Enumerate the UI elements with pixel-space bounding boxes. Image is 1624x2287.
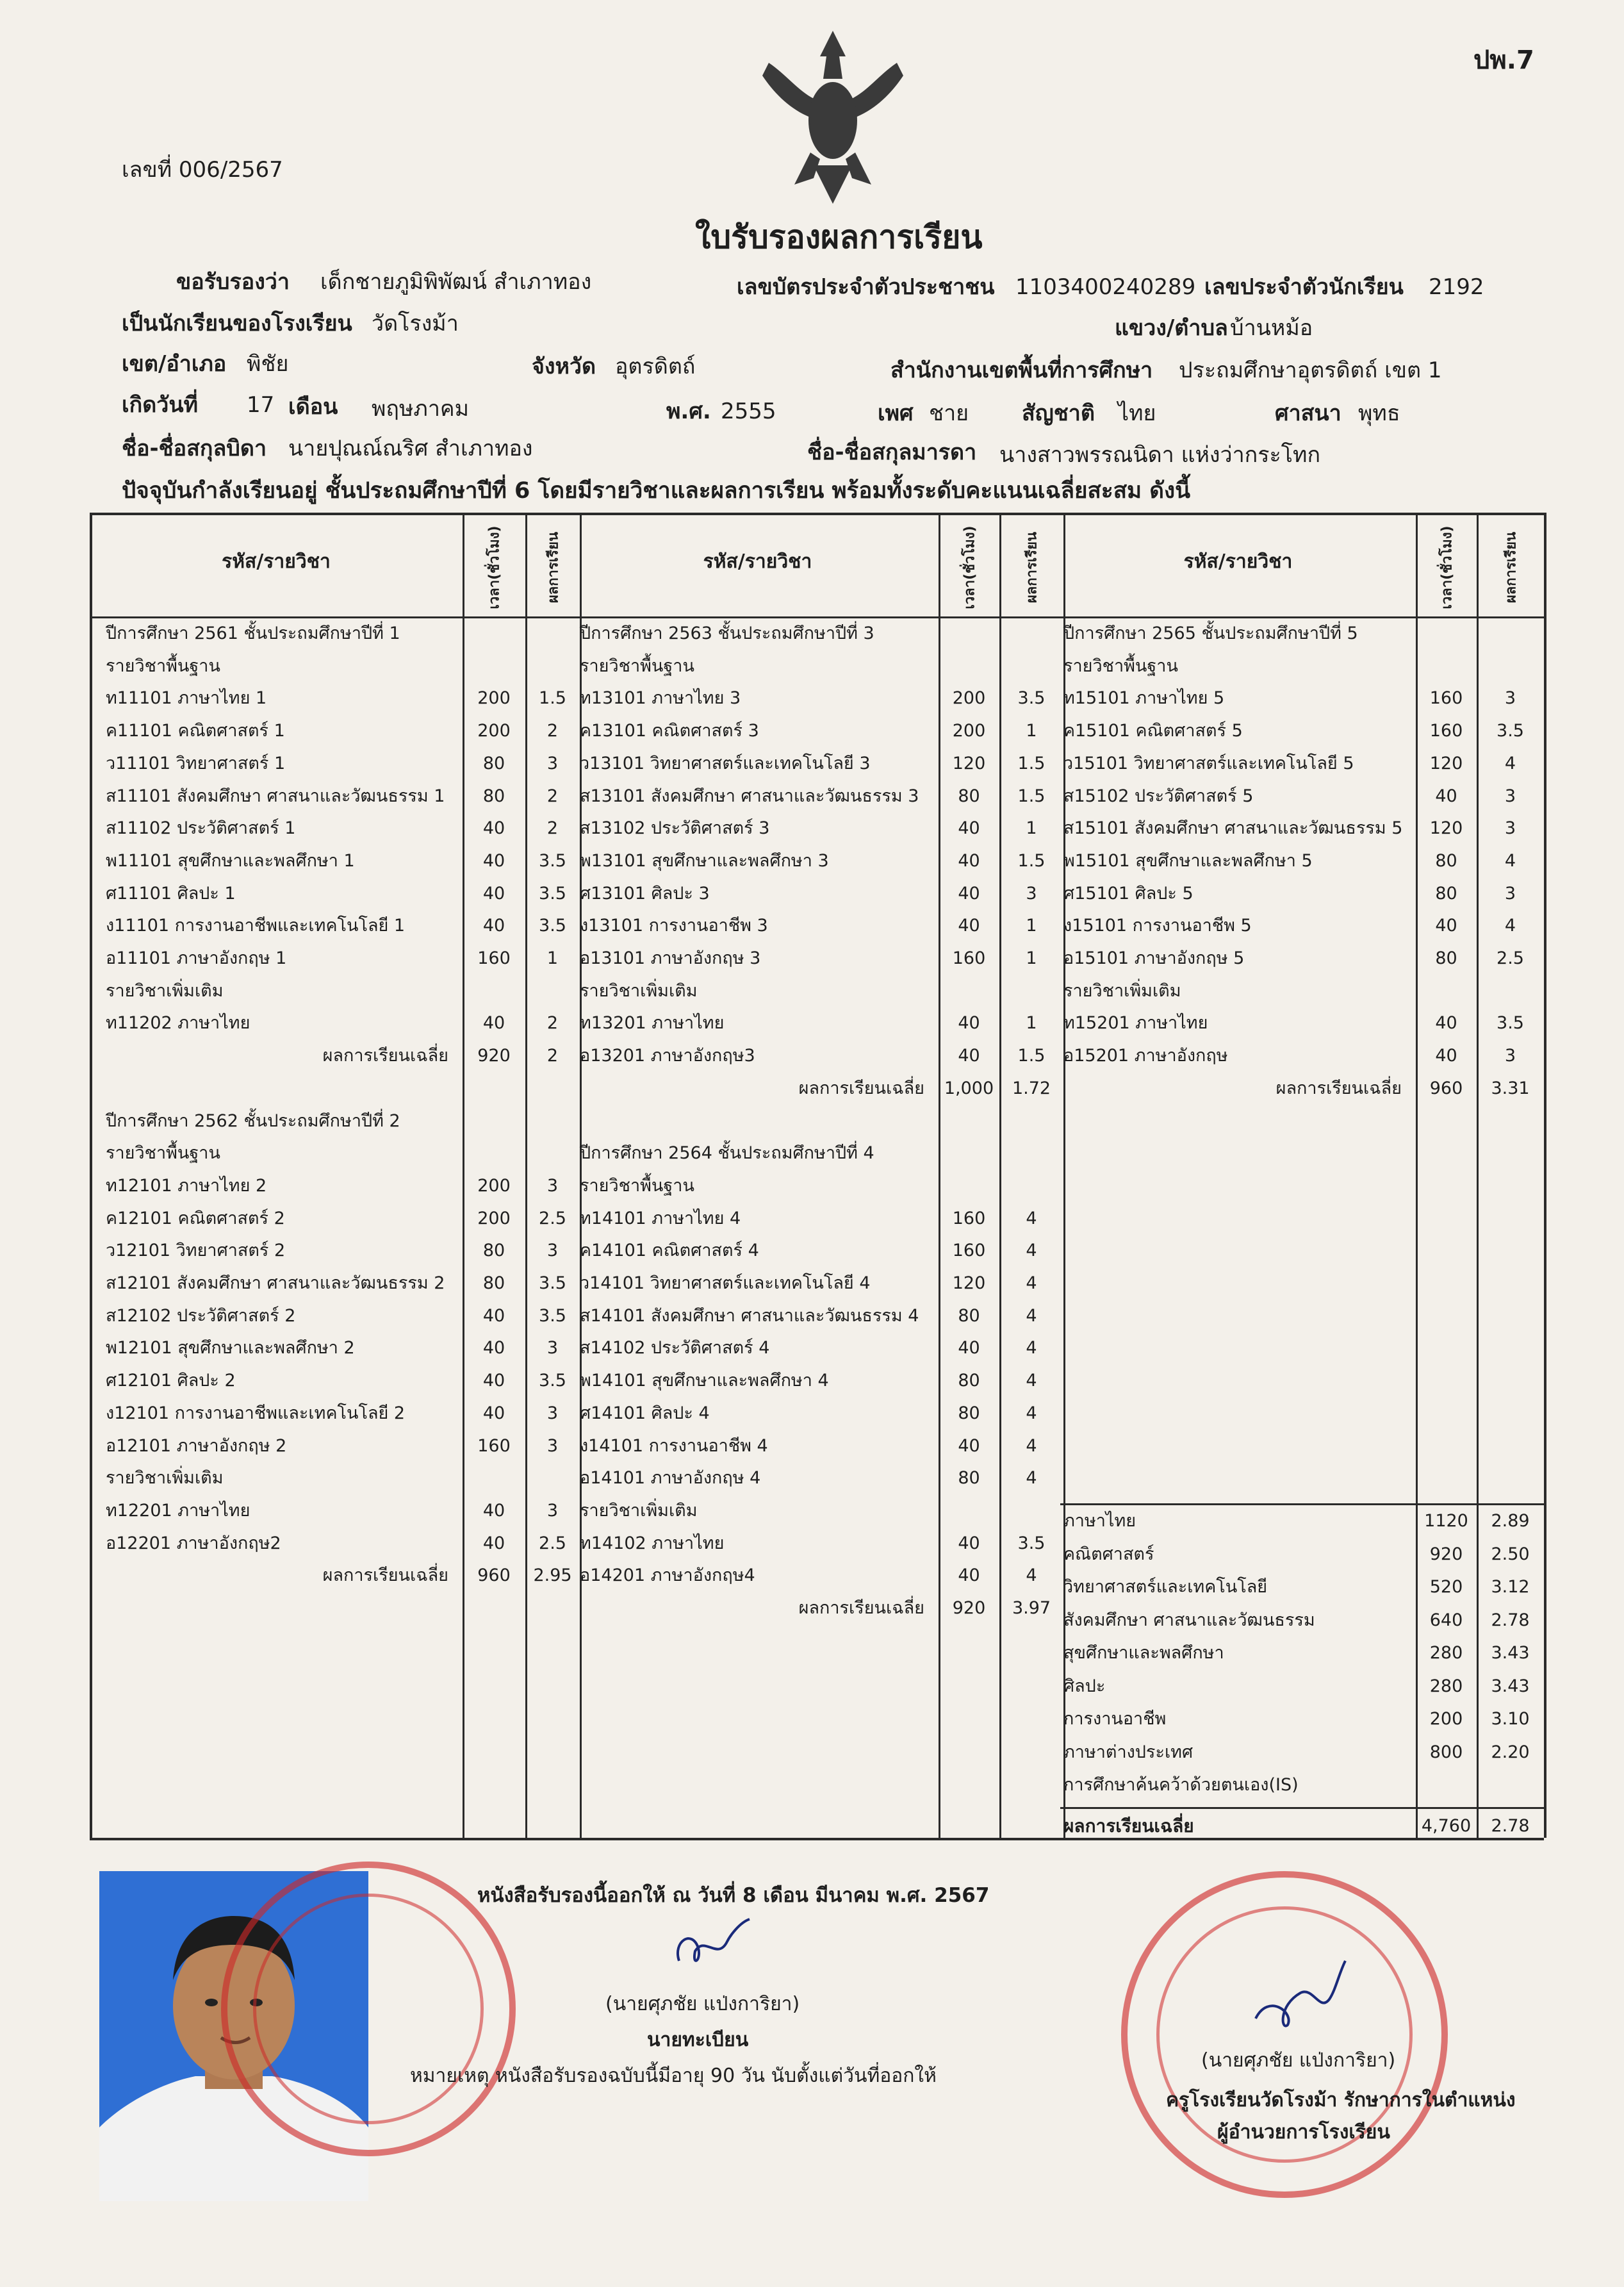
col-header-subject: รหัส/รายวิชา (1183, 550, 1293, 573)
grade-value: 3 (546, 753, 559, 773)
subject-name: ค14101 คณิตศาสตร์ 4 (580, 1241, 759, 1261)
sex: ชาย (929, 400, 969, 426)
summary-hours: 280 (1429, 1676, 1463, 1696)
education-office: ประถมศึกษาอุตรดิตถ์ เขต 1 (1179, 358, 1442, 383)
hours-value: 160 (477, 948, 511, 968)
grade-value: 1.5 (539, 688, 566, 709)
subject-name: ส15101 สังคมศึกษา ศาสนาและวัฒนธรรม 5 (1063, 818, 1403, 839)
section-heading: รายวิชาเพิ่มเติม (580, 980, 698, 1001)
grade-value: 2 (546, 721, 559, 741)
col-header-grade: ผลการเรียน (1503, 531, 1519, 604)
summary-hours: 200 (1429, 1709, 1463, 1729)
grade-value: 3.97 (1012, 1598, 1051, 1618)
born-year: 2555 (721, 399, 776, 424)
grade-value: 3 (546, 1175, 559, 1196)
subject-name: ท11101 ภาษาไทย 1 (106, 688, 267, 709)
id-label: เลขบัตรประจำตัวประชาชน (737, 274, 995, 300)
office-label: สำนักงานเขตพื้นที่การศึกษา (890, 358, 1153, 383)
subject-name: อ15201 ภาษาอังกฤษ (1063, 1046, 1228, 1066)
subject-name: ศ15101 ศิลปะ 5 (1063, 883, 1193, 904)
hours-value: 200 (477, 1208, 511, 1228)
subject-name: ศ11101 ศิลปะ 1 (106, 883, 236, 904)
average-label: ผลการเรียนเฉลี่ย (1275, 1078, 1402, 1098)
hours-value: 40 (958, 850, 980, 871)
hours-value: 40 (482, 1533, 505, 1553)
summary-subject: การศึกษาค้นคว้าด้วยตนเอง(IS) (1063, 1775, 1299, 1795)
section-heading: รายวิชาเพิ่มเติม (106, 1468, 224, 1489)
subject-name: ว13101 วิทยาศาสตร์และเทคโนโลยี 3 (580, 753, 871, 773)
hours-value: 40 (482, 1371, 505, 1391)
grade-value: 3 (546, 1435, 559, 1456)
section-heading: รายวิชาพื้นฐาน (106, 1143, 220, 1164)
total-hours: 4,760 (1421, 1815, 1472, 1836)
hours-value: 200 (952, 721, 986, 741)
hours-value: 160 (477, 1435, 511, 1456)
grade-value: 2.5 (1497, 948, 1524, 968)
student-id: 2192 (1429, 274, 1484, 300)
grade-value: 3 (546, 1403, 559, 1423)
hours-value: 1,000 (944, 1078, 994, 1098)
year-label: พ.ศ. (666, 399, 711, 424)
table-rule (1060, 1838, 1544, 1840)
grade-value: 3.5 (539, 1273, 566, 1293)
grade-value: 4 (1026, 1273, 1037, 1293)
grade-value: 3.5 (1497, 1013, 1524, 1034)
col-header-grade: ผลการเรียน (545, 531, 561, 604)
hours-value: 40 (1435, 1013, 1457, 1034)
summary-grade: 2.50 (1491, 1544, 1530, 1564)
mother-name: นางสาวพรรณนิดา แห่งว่ากระโทก (999, 442, 1321, 468)
subdistrict: บ้านหม้อ (1230, 315, 1313, 341)
summary-hours: 1120 (1424, 1511, 1468, 1531)
religion: พุทธ (1358, 400, 1400, 426)
table-rule (999, 513, 1001, 1838)
grade-value: 1 (1026, 916, 1037, 936)
subject-name: ท15201 ภาษาไทย (1063, 1013, 1208, 1034)
grade-value: 4 (1026, 1338, 1037, 1358)
hours-value: 40 (482, 818, 505, 839)
summary-subject: ศิลปะ (1063, 1676, 1106, 1696)
grade-value: 1.5 (1017, 786, 1046, 806)
subject-name: ว11101 วิทยาศาสตร์ 1 (106, 753, 286, 773)
subject-name: ส14102 ประวัติศาสตร์ 4 (580, 1338, 770, 1358)
subject-name: ท12201 ภาษาไทย (106, 1500, 250, 1521)
hours-value: 40 (482, 1013, 505, 1034)
hours-value: 160 (952, 1208, 986, 1228)
hours-value: 80 (1435, 883, 1457, 904)
grade-value: 4 (1026, 1305, 1037, 1326)
subject-name: ท11202 ภาษาไทย (106, 1013, 250, 1034)
grade-value: 4 (1026, 1371, 1037, 1391)
hours-value: 40 (1435, 916, 1457, 936)
hours-value: 80 (958, 1371, 980, 1391)
subject-name: ง14101 การงานอาชีพ 4 (580, 1435, 768, 1456)
average-label: ผลการเรียนเฉลี่ย (798, 1598, 924, 1618)
summary-grade: 2.78 (1491, 1610, 1530, 1630)
subject-name: ส12101 สังคมศึกษา ศาสนาและวัฒนธรรม 2 (106, 1273, 445, 1293)
section-heading: ปีการศึกษา 2564 ชั้นประถมศึกษาปีที่ 4 (580, 1143, 874, 1164)
section-heading: ปีการศึกษา 2565 ชั้นประถมศึกษาปีที่ 5 (1063, 623, 1358, 643)
hours-value: 40 (958, 818, 980, 839)
average-label: ผลการเรียนเฉลี่ย (322, 1046, 448, 1066)
hours-value: 80 (482, 1273, 505, 1293)
hours-value: 120 (1429, 818, 1463, 839)
grade-value: 3.5 (539, 916, 566, 936)
subject-name: ส14101 สังคมศึกษา ศาสนาและวัฒนธรรม 4 (580, 1305, 919, 1326)
grade-value: 3 (1026, 883, 1037, 904)
col-header-hours: เวลา(ชั่วโมง) (486, 525, 503, 609)
subject-name: ส13101 สังคมศึกษา ศาสนาและวัฒนธรรม 3 (580, 786, 919, 806)
summary-grade: 2.20 (1491, 1742, 1530, 1762)
subject-name: ส12102 ประวัติศาสตร์ 2 (106, 1305, 296, 1326)
hours-value: 40 (482, 850, 505, 871)
grade-value: 2 (546, 786, 559, 806)
hours-value: 160 (952, 1241, 986, 1261)
garuda-emblem-icon (750, 18, 916, 210)
summary-subject: วิทยาศาสตร์และเทคโนโลยี (1063, 1577, 1268, 1597)
subject-name: ง12101 การงานอาชีพและเทคโนโลยี 2 (106, 1403, 406, 1423)
school-name: วัดโรงม้า (372, 311, 459, 336)
subject-name: ศ14101 ศิลปะ 4 (580, 1403, 710, 1423)
hours-value: 120 (1429, 753, 1463, 773)
subject-name: อ13201 ภาษาอังกฤษ3 (580, 1046, 755, 1066)
table-rule (90, 513, 1544, 515)
summary-hours: 640 (1429, 1610, 1463, 1630)
subject-name: พ13101 สุขศึกษาและพลศึกษา 3 (580, 850, 829, 871)
hours-value: 960 (1429, 1078, 1463, 1098)
grade-value: 1.5 (1017, 850, 1046, 871)
section-heading: รายวิชาพื้นฐาน (580, 1175, 694, 1196)
average-label: ผลการเรียนเฉลี่ย (798, 1078, 924, 1098)
hours-value: 40 (958, 916, 980, 936)
grade-value: 4 (1026, 1403, 1037, 1423)
table-rule (1060, 1503, 1544, 1505)
table-rule (1477, 513, 1479, 1838)
hours-value: 40 (958, 1533, 980, 1553)
grade-value: 2 (546, 1013, 559, 1034)
page-title: ใบรับรองผลการเรียน (695, 219, 983, 256)
table-rule (463, 513, 464, 1838)
subject-name: ค15101 คณิตศาสตร์ 5 (1063, 721, 1243, 741)
col-header-hours: เวลา(ชั่วโมง) (962, 525, 978, 609)
table-rule (525, 513, 527, 1838)
col-header-subject: รหัส/รายวิชา (222, 550, 331, 573)
hours-value: 160 (1429, 721, 1463, 741)
province-label: จังหวัด (532, 354, 596, 379)
registrar-signature (666, 1916, 756, 1977)
summary-subject: สังคมศึกษา ศาสนาและวัฒนธรรม (1063, 1610, 1315, 1630)
student-id-label: เลขประจำตัวนักเรียน (1204, 274, 1404, 300)
grade-value: 1.5 (1017, 1046, 1046, 1066)
hours-value: 40 (958, 883, 980, 904)
student-name: เด็กชายภูมิพิพัฒน์ สำเภาทอง (320, 269, 592, 295)
grade-value: 3 (1504, 883, 1516, 904)
subject-name: ส13102 ประวัติศาสตร์ 3 (580, 818, 770, 839)
subject-name: พ14101 สุขศึกษาและพลศึกษา 4 (580, 1371, 829, 1391)
grade-value: 4 (1026, 1208, 1037, 1228)
grade-value: 1 (1026, 721, 1037, 741)
nationality: ไทย (1118, 400, 1156, 426)
subject-name: อ14201 ภาษาอังกฤษ4 (580, 1565, 755, 1586)
grade-value: 3.5 (1017, 688, 1046, 709)
subject-name: ค12101 คณิตศาสตร์ 2 (106, 1208, 285, 1228)
director-role: ผู้อำนวยการโรงเรียน (1217, 2121, 1390, 2143)
director-signature (1249, 1954, 1352, 2038)
issued-line: หนังสือรับรองนี้ออกให้ ณ วันที่ 8 เดือน มีนาคม พ.ศ. 2567 (477, 1884, 990, 1907)
hours-value: 40 (482, 916, 505, 936)
hours-value: 40 (482, 1403, 505, 1423)
summary-subject: ภาษาไทย (1063, 1511, 1136, 1531)
table-rule (90, 513, 92, 1838)
grade-value: 3.5 (1497, 721, 1524, 741)
total-grade: 2.78 (1491, 1815, 1530, 1836)
subject-name: ส15102 ประวัติศาสตร์ 5 (1063, 786, 1254, 806)
hours-value: 80 (1435, 948, 1457, 968)
subject-name: ว12101 วิทยาศาสตร์ 2 (106, 1241, 286, 1261)
summary-grade: 2.89 (1491, 1511, 1530, 1531)
section-heading: รายวิชาเพิ่มเติม (580, 1500, 698, 1521)
subject-name: พ15101 สุขศึกษาและพลศึกษา 5 (1063, 850, 1313, 871)
total-average-label: ผลการเรียนเฉลี่ย (1063, 1815, 1194, 1837)
district: พิชัย (247, 351, 289, 377)
subject-name: ส11102 ประวัติศาสตร์ 1 (106, 818, 296, 839)
subject-name: ค11101 คณิตศาสตร์ 1 (106, 721, 285, 741)
registrar-name: (นายศุภชัย แป่งการิยา) (605, 1993, 800, 2015)
district-label: เขต/อำเภอ (122, 351, 227, 377)
subject-name: ท12101 ภาษาไทย 2 (106, 1175, 267, 1196)
director-name: (นายศุภชัย แป่งการิยา) (1201, 2049, 1396, 2072)
table-rule (1544, 513, 1546, 1838)
nationality-label: สัญชาติ (1022, 400, 1095, 426)
hours-value: 40 (958, 1046, 980, 1066)
subject-name: ท14101 ภาษาไทย 4 (580, 1208, 741, 1228)
col-header-subject: รหัส/รายวิชา (703, 550, 812, 573)
subject-name: ท13101 ภาษาไทย 3 (580, 688, 741, 709)
father-label: ชื่อ-ชื่อสกุลบิดา (122, 436, 267, 461)
summary-subject: ภาษาต่างประเทศ (1063, 1742, 1193, 1762)
hours-value: 80 (958, 1468, 980, 1489)
grade-value: 1 (1026, 948, 1037, 968)
subject-name: ส11101 สังคมศึกษา ศาสนาและวัฒนธรรม 1 (106, 786, 445, 806)
grade-value: 3.5 (539, 850, 566, 871)
grade-value: 2 (546, 1046, 559, 1066)
born-month: พฤษภาคม (372, 396, 470, 422)
subject-name: ท15101 ภาษาไทย 5 (1063, 688, 1225, 709)
table-rule (939, 513, 940, 1838)
grade-value: 4 (1026, 1435, 1037, 1456)
summary-hours: 800 (1429, 1742, 1463, 1762)
subject-name: พ12101 สุขศึกษาและพลศึกษา 2 (106, 1338, 355, 1358)
form-code: ปพ.7 (1473, 45, 1534, 75)
grade-value: 2.95 (533, 1565, 572, 1586)
average-label: ผลการเรียนเฉลี่ย (322, 1565, 448, 1586)
subject-name: อ12201 ภาษาอังกฤษ2 (106, 1533, 281, 1553)
hours-value: 200 (477, 688, 511, 709)
subject-name: อ11101 ภาษาอังกฤษ 1 (106, 948, 287, 968)
grade-value: 1.5 (1017, 753, 1046, 773)
hours-value: 80 (958, 1305, 980, 1326)
hours-value: 40 (482, 883, 505, 904)
grade-value: 3.5 (1017, 1533, 1046, 1553)
table-rule (1416, 513, 1418, 1838)
table-rule (580, 513, 582, 1838)
grade-value: 3.31 (1491, 1078, 1530, 1098)
summary-hours: 520 (1429, 1577, 1463, 1597)
subject-name: ง15101 การงานอาชีพ 5 (1063, 916, 1252, 936)
summary-subject: คณิตศาสตร์ (1063, 1544, 1154, 1564)
hours-value: 40 (958, 1338, 980, 1358)
certify-label: ขอรับรองว่า (176, 269, 290, 295)
table-rule (90, 616, 1544, 618)
section-heading: รายวิชาพื้นฐาน (106, 656, 220, 676)
hours-value: 200 (952, 688, 986, 709)
hours-value: 40 (482, 1338, 505, 1358)
province: อุตรดิตถ์ (615, 354, 696, 379)
subject-name: ท13201 ภาษาไทย (580, 1013, 725, 1034)
mother-label: ชื่อ-ชื่อสกุลมารดา (807, 440, 977, 465)
grade-value: 1 (1026, 1013, 1037, 1034)
grade-value: 2.5 (539, 1533, 566, 1553)
hours-value: 960 (477, 1565, 511, 1586)
summary-hours: 920 (1429, 1544, 1463, 1564)
hours-value: 920 (952, 1598, 986, 1618)
subject-name: ง11101 การงานอาชีพและเทคโนโลยี 1 (106, 916, 406, 936)
religion-label: ศาสนา (1275, 400, 1341, 426)
section-heading: ปีการศึกษา 2561 ชั้นประถมศึกษาปีที่ 1 (106, 623, 400, 643)
grade-value: 4 (1026, 1468, 1037, 1489)
grade-value: 3.5 (539, 1371, 566, 1391)
hours-value: 40 (1435, 786, 1457, 806)
hours-value: 200 (477, 1175, 511, 1196)
table-rule (1060, 1807, 1544, 1809)
grade-value: 3 (546, 1241, 559, 1261)
section-heading: ปีการศึกษา 2562 ชั้นประถมศึกษาปีที่ 2 (106, 1110, 400, 1131)
summary-grade: 3.43 (1491, 1676, 1530, 1696)
hours-value: 80 (958, 1403, 980, 1423)
grade-value: 4 (1504, 850, 1516, 871)
grade-value: 4 (1026, 1565, 1037, 1586)
subject-name: ศ12101 ศิลปะ 2 (106, 1371, 236, 1391)
hours-value: 80 (482, 786, 505, 806)
grade-value: 3 (1504, 786, 1516, 806)
subject-name: อ15101 ภาษาอังกฤษ 5 (1063, 948, 1245, 968)
hours-value: 40 (482, 1500, 505, 1521)
hours-value: 160 (952, 948, 986, 968)
section-heading: รายวิชาพื้นฐาน (1063, 656, 1178, 676)
grade-value: 2 (546, 818, 559, 839)
grade-value: 3 (546, 1338, 559, 1358)
hours-value: 200 (477, 721, 511, 741)
subject-name: อ13101 ภาษาอังกฤษ 3 (580, 948, 761, 968)
grade-value: 3 (1504, 818, 1516, 839)
subject-name: ค13101 คณิตศาสตร์ 3 (580, 721, 759, 741)
section-heading: รายวิชาพื้นฐาน (580, 656, 694, 676)
hours-value: 40 (958, 1435, 980, 1456)
hours-value: 160 (1429, 688, 1463, 709)
grade-value: 3 (546, 1500, 559, 1521)
born-day: 17 (247, 392, 275, 418)
section-heading: รายวิชาเพิ่มเติม (1063, 980, 1181, 1001)
grade-value: 1 (1026, 818, 1037, 839)
director-title: ครูโรงเรียนวัดโรงม้า รักษาการในตำแหน่ง (1166, 2089, 1516, 2111)
subject-name: อ14101 ภาษาอังกฤษ 4 (580, 1468, 761, 1489)
summary-grade: 3.12 (1491, 1577, 1530, 1597)
month-label: เดือน (288, 394, 338, 420)
hours-value: 80 (482, 1241, 505, 1261)
father-name: นายปุณณ์ณริศ สำเภาทอง (288, 436, 533, 461)
hours-value: 40 (958, 1565, 980, 1586)
hours-value: 80 (958, 786, 980, 806)
hours-value: 120 (952, 753, 986, 773)
summary-grade: 3.10 (1491, 1709, 1530, 1729)
col-header-grade: ผลการเรียน (1024, 531, 1040, 604)
born-label: เกิดวันที่ (122, 392, 199, 418)
grade-value: 4 (1504, 753, 1516, 773)
school-label: เป็นนักเรียนของโรงเรียน (122, 311, 352, 336)
summary-hours: 280 (1429, 1643, 1463, 1663)
hours-value: 80 (482, 753, 505, 773)
validity-note: หมายเหตุ หนังสือรับรองฉบับนี้มีอายุ 90 วัน นับตั้งแต่วันที่ออกให้ (410, 2065, 937, 2087)
summary-subject: การงานอาชีพ (1063, 1709, 1167, 1729)
summary-subject: สุขศึกษาและพลศึกษา (1063, 1643, 1224, 1663)
document-number: เลขที่ 006/2567 (122, 157, 283, 183)
id-number: 1103400240289 (1015, 274, 1196, 300)
hours-value: 40 (482, 1305, 505, 1326)
hours-value: 120 (952, 1273, 986, 1293)
grade-value: 3 (1504, 688, 1516, 709)
subject-name: ว14101 วิทยาศาสตร์และเทคโนโลยี 4 (580, 1273, 871, 1293)
section-heading: รายวิชาเพิ่มเติม (106, 980, 224, 1001)
summary-grade: 3.43 (1491, 1643, 1530, 1663)
hours-value: 40 (958, 1013, 980, 1034)
current-status-line: ปัจจุบันกำลังเรียนอยู่ ชั้นประถมศึกษาปีที่ 6 โดยมีรายวิชาและผลการเรียน พร้อมทั้งระดับคะแนนเฉลี่ยสะสม ดังนี้ (122, 478, 1191, 504)
grade-value: 4 (1026, 1241, 1037, 1261)
sex-label: เพศ (878, 400, 914, 426)
grade-value: 1.72 (1012, 1078, 1051, 1098)
subject-name: พ11101 สุขศึกษาและพลศึกษา 1 (106, 850, 355, 871)
subject-name: ง13101 การงานอาชีพ 3 (580, 916, 768, 936)
table-rule (1063, 513, 1065, 1838)
grade-value: 1 (546, 948, 559, 968)
section-heading: ปีการศึกษา 2563 ชั้นประถมศึกษาปีที่ 3 (580, 623, 874, 643)
grade-value: 3.5 (539, 883, 566, 904)
registrar-title: นายทะเบียน (647, 2029, 749, 2051)
table-rule (90, 1838, 1060, 1840)
subject-name: ท14102 ภาษาไทย (580, 1533, 725, 1553)
grade-value: 2.5 (539, 1208, 566, 1228)
subject-name: ว15101 วิทยาศาสตร์และเทคโนโลยี 5 (1063, 753, 1354, 773)
col-header-hours: เวลา(ชั่วโมง) (1439, 525, 1455, 609)
hours-value: 80 (1435, 850, 1457, 871)
subdistrict-label: แขวง/ตำบล (1115, 315, 1228, 341)
hours-value: 920 (477, 1046, 511, 1066)
grade-value: 3 (1504, 1046, 1516, 1066)
hours-value: 40 (1435, 1046, 1457, 1066)
subject-name: อ12101 ภาษาอังกฤษ 2 (106, 1435, 287, 1456)
school-seal-left (221, 1862, 516, 2156)
grade-value: 4 (1504, 916, 1516, 936)
grade-value: 3.5 (539, 1305, 566, 1326)
subject-name: ศ13101 ศิลปะ 3 (580, 883, 710, 904)
